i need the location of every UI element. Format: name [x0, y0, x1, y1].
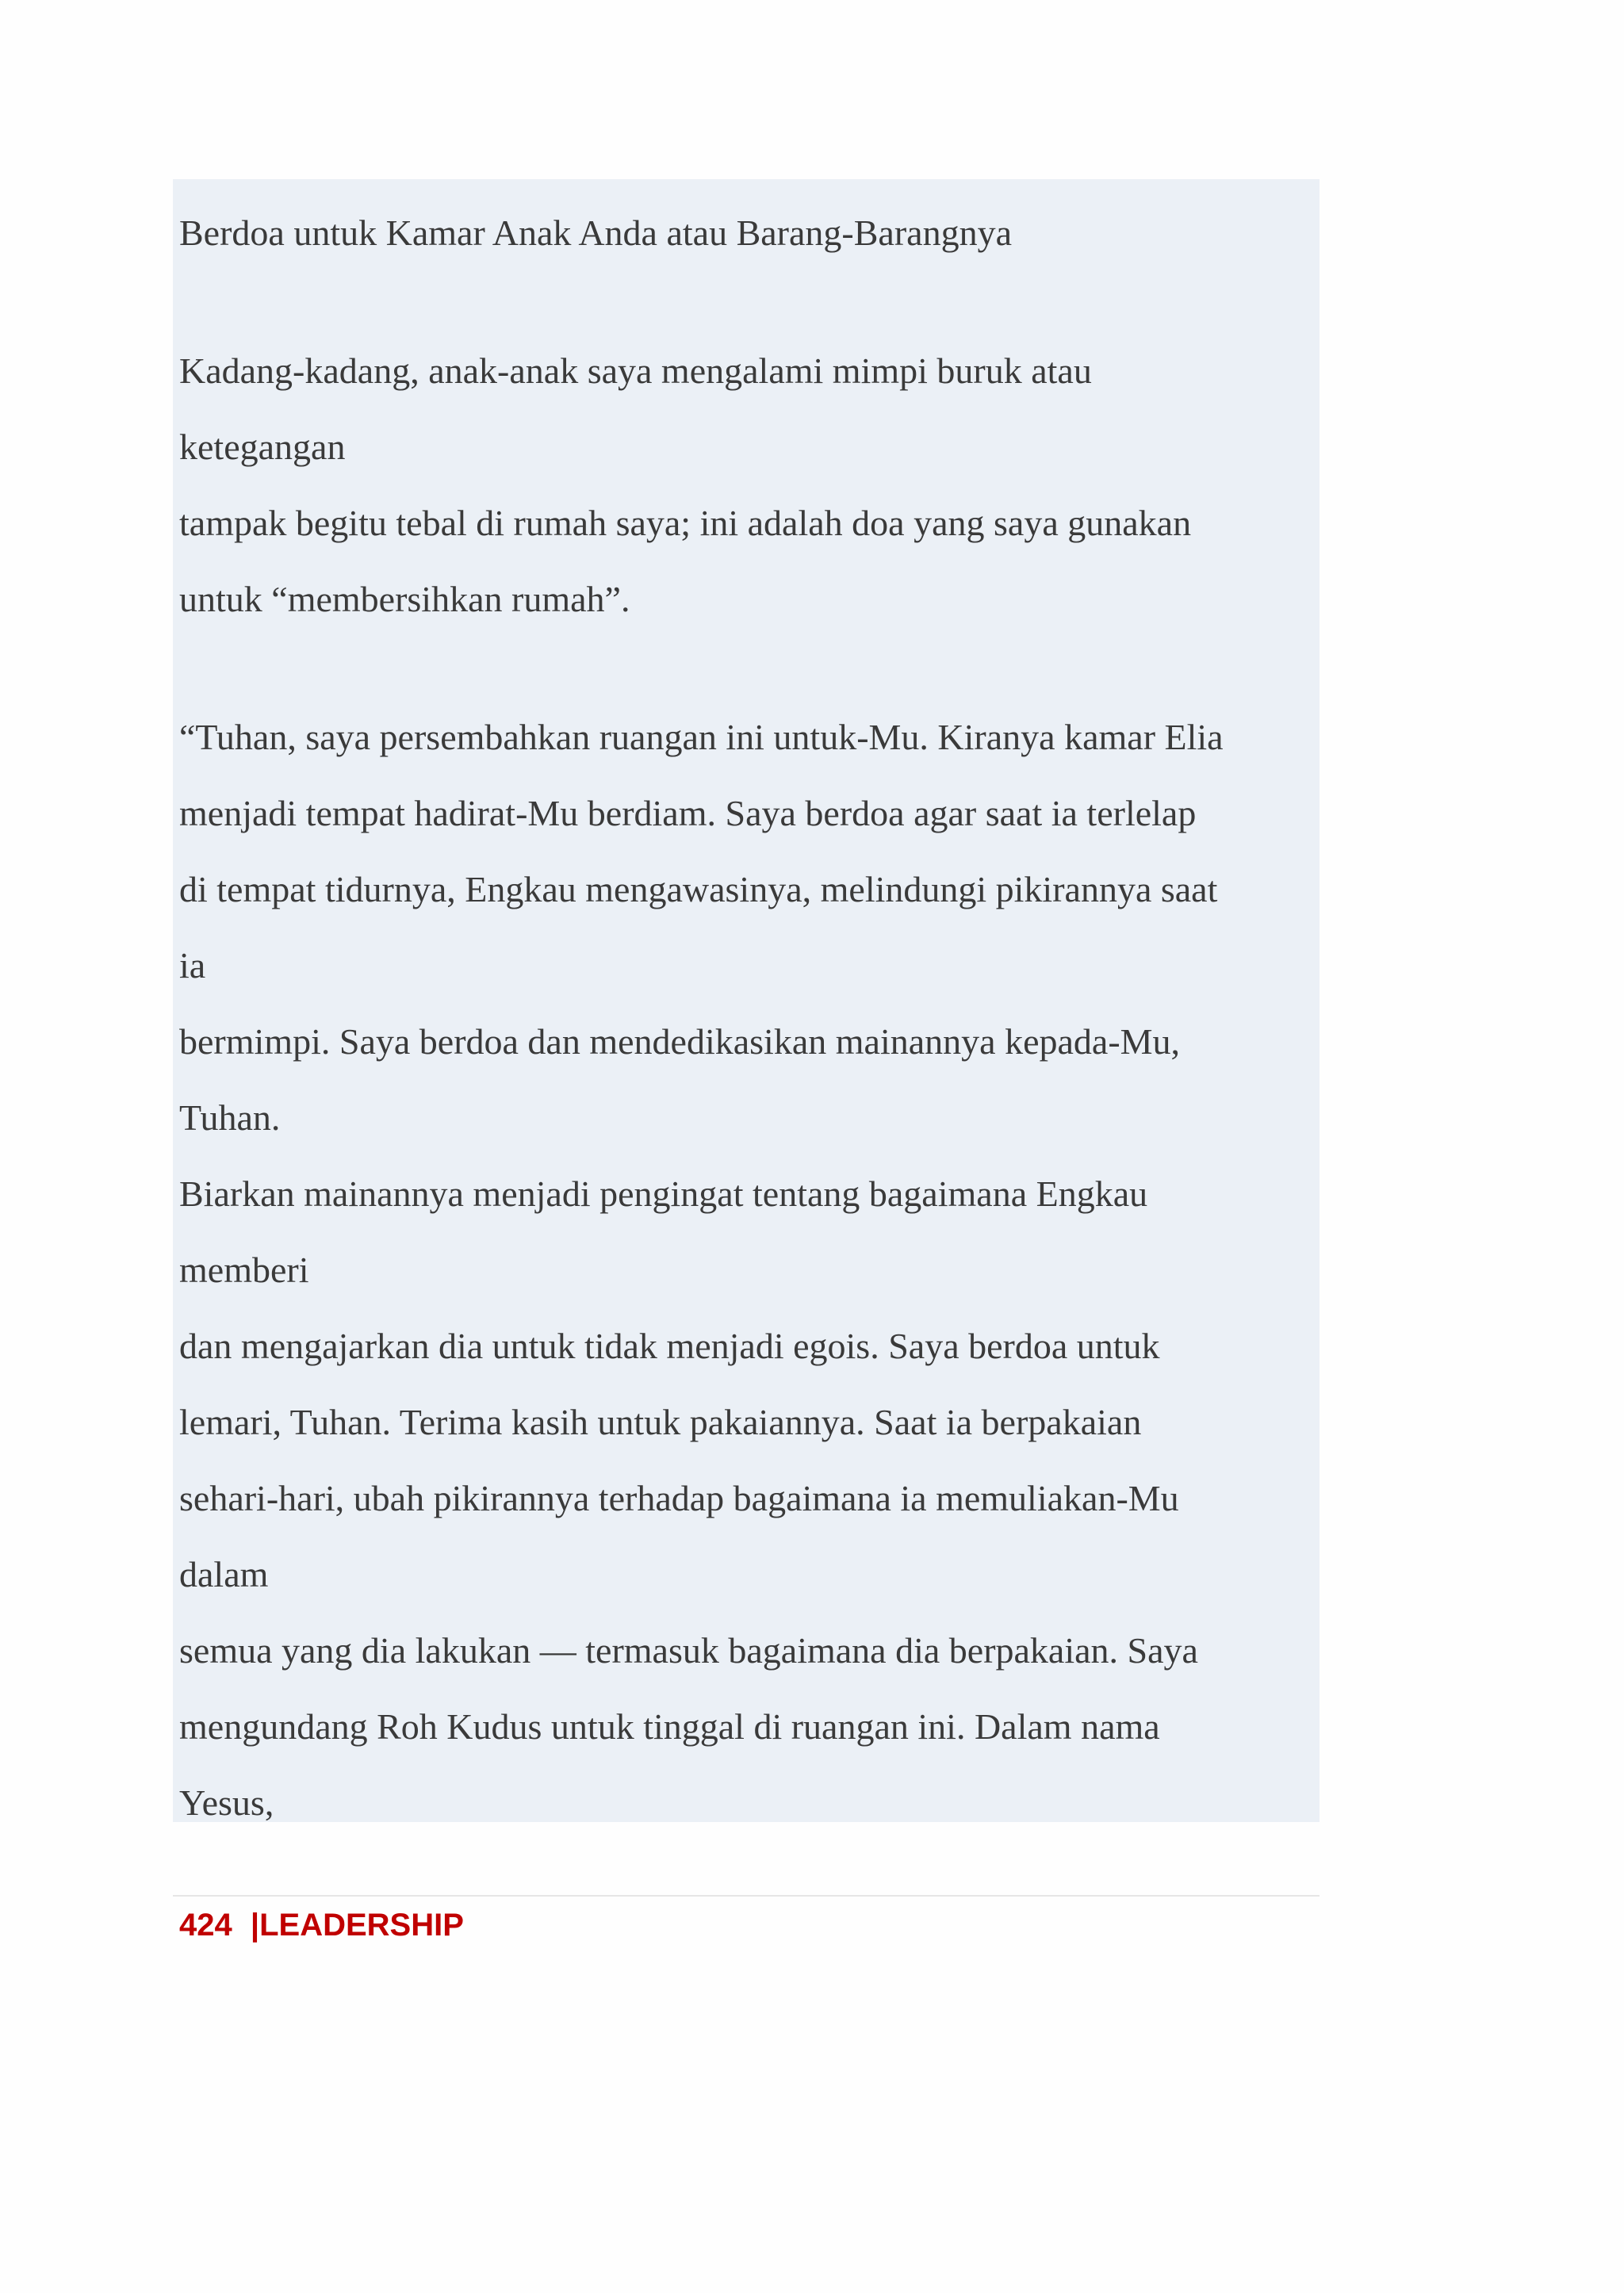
text-line: semua yang dia lakukan — termasuk bagaimana dia berpakaian. Saya — [179, 1630, 1198, 1671]
text-line: menjadi tempat hadirat-Mu berdiam. Saya berdoa agar saat ia terlelap — [179, 793, 1197, 833]
text-line: sehari-hari, ubah pikirannya terhadap bagaimana ia memuliakan-Mu — [179, 1478, 1179, 1518]
text-line: ketegangan — [179, 427, 346, 467]
document-body — [179, 201, 1318, 1847]
text-line: lemari, Tuhan. Terima kasih untuk pakaiannya. Saat ia berpakaian — [179, 1402, 1142, 1442]
paragraph-intro — [179, 339, 1318, 644]
text-line: Yesus, — [179, 1782, 274, 1823]
text-line: dan mengajarkan dia untuk tidak menjadi egois. Saya berdoa untuk — [179, 1326, 1160, 1366]
paragraph-gap — [179, 644, 1318, 706]
page-number: 424 — [179, 1908, 232, 1943]
page-footer — [179, 1901, 464, 1949]
text-line: ia — [179, 945, 206, 986]
text-line: untuk “membersihkan rumah”. — [179, 579, 630, 619]
text-line: bermimpi. Saya berdoa dan mendedikasikan mainannya kepada-Mu, — [179, 1021, 1181, 1062]
footer-divider — [173, 1895, 1320, 1897]
text-line: Tuhan. — [179, 1097, 281, 1138]
text-line: tampak begitu tebal di rumah saya; ini adalah doa yang saya gunakan — [179, 503, 1192, 543]
document-title: Berdoa untuk Kamar Anak Anda atau Barang-Barangnya — [179, 212, 1012, 253]
text-line: di tempat tidurnya, Engkau mengawasinya, melindungi pikirannya saat — [179, 869, 1218, 909]
paragraph-gap — [179, 278, 1318, 339]
text-line: Biarkan mainannya menjadi pengingat tentang bagaimana Engkau — [179, 1173, 1148, 1214]
text-line: “Tuhan, saya persembahkan ruangan ini untuk-Mu. Kiranya kamar Elia — [179, 717, 1224, 757]
footer-separator: | — [250, 1908, 260, 1943]
text-line: mengundang Roh Kudus untuk tinggal di ruangan ini. Dalam nama — [179, 1706, 1160, 1747]
text-line: dalam — [179, 1554, 269, 1594]
text-line: Kadang-kadang, anak-anak saya mengalami mimpi buruk atau — [179, 350, 1092, 391]
paragraph-prayer — [179, 706, 1318, 1847]
footer-section-title: LEADERSHIP — [259, 1908, 464, 1943]
text-line: memberi — [179, 1250, 309, 1290]
